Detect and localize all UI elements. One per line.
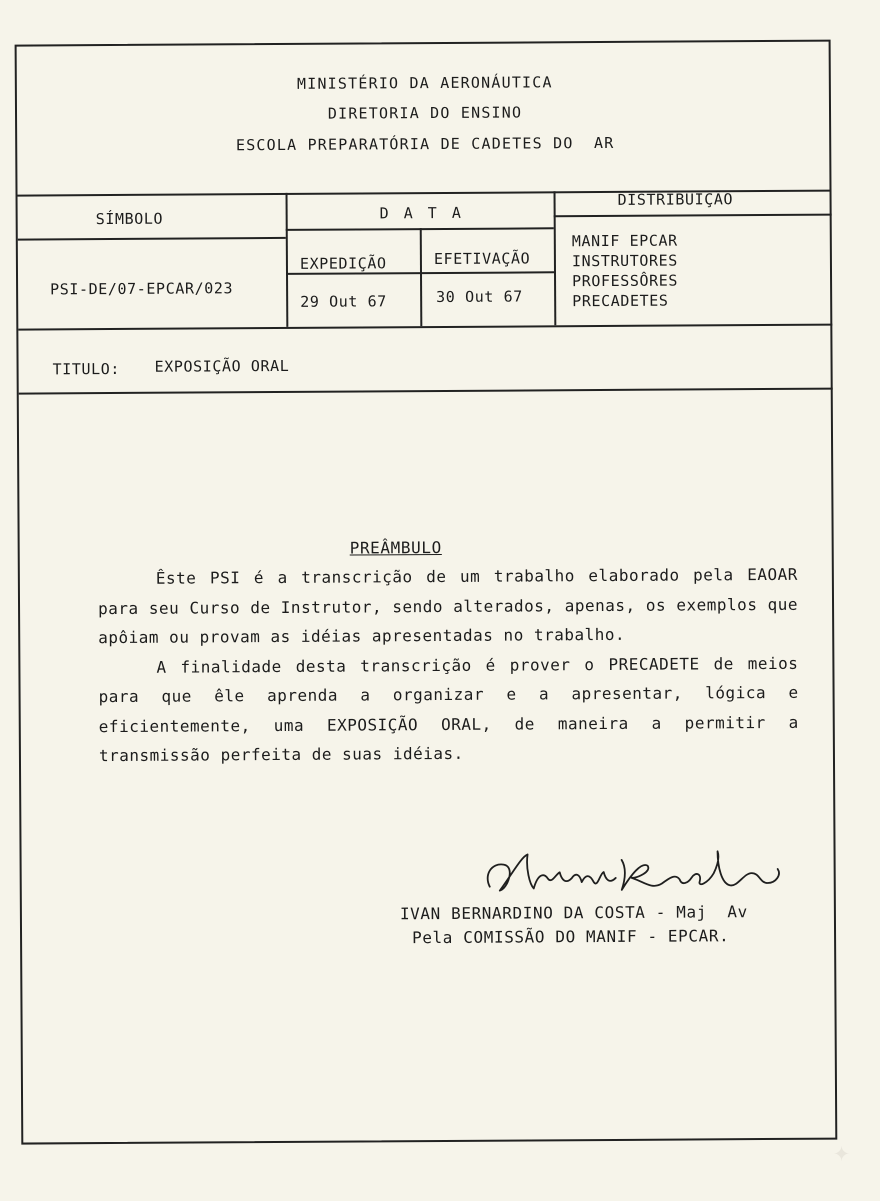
body-text xyxy=(98,560,799,771)
distribuicao-item: INSTRUTORES xyxy=(571,251,678,271)
preambulo-heading: PREÂMBULO xyxy=(349,537,442,558)
data-label: D A T A xyxy=(379,203,464,223)
rule-distribuicao-label xyxy=(554,214,832,218)
signatory-org: Pela COMISSÃO DO MANIF - EPCAR. xyxy=(412,926,730,948)
efetivacao-label: EFETIVAÇÃO xyxy=(433,249,531,269)
titulo-label: TITULO: xyxy=(52,359,121,379)
rule-simbolo-label xyxy=(18,237,286,241)
distribuicao-label: DISTRIBUIÇÃO xyxy=(617,190,734,209)
simbolo-label: SÍMBOLO xyxy=(95,209,164,229)
handwritten-signature xyxy=(481,843,801,905)
header-ministerio: MINISTÉRIO DA AERONÁUTICA xyxy=(296,73,553,93)
efetivacao-value: 30 Out 67 xyxy=(436,287,523,307)
simbolo-value: PSI-DE/07-EPCAR/023 xyxy=(50,279,234,299)
expedicao-value: 29 Out 67 xyxy=(300,292,387,311)
header-diretoria: DIRETORIA DO ENSINO xyxy=(327,103,523,123)
sparkle-icon: ✦ xyxy=(833,1135,850,1168)
titulo-value: EXPOSIÇÃO ORAL xyxy=(154,356,290,376)
paragraph-1: Êste PSI é a transcrição de um trabalho elaborado pela EAOAR para seu Curso de Instrutor, sendo alterados, apenas, os exemplos que apôiam ou provam as idéias apresentadas no trabalho. xyxy=(97,564,799,648)
distribuicao-item: PRECADETES xyxy=(572,291,669,311)
distribuicao-item: PROFESSÔRES xyxy=(572,271,679,291)
paragraph-2: A finalidade desta transcrição é prover o PRECADETE de meios para que êle aprenda a organizar e a apresentar, lógica e eficientemente, uma EXPOSIÇÃO ORAL, de maneira a permitir a transmissão perfeita de suas idéias. xyxy=(98,653,799,766)
rule-table-bottom xyxy=(18,324,832,331)
distribuicao-item: MANIF EPCAR xyxy=(571,231,678,251)
expedicao-label: EXPEDIÇÃO xyxy=(299,254,387,273)
rule-col2 xyxy=(554,191,557,325)
rule-titulo-bottom xyxy=(19,388,833,395)
signatory-name: IVAN BERNARDINO DA COSTA - Maj Av xyxy=(399,902,748,924)
rule-col-dates xyxy=(420,228,423,326)
header-escola: ESCOLA PREPARATÓRIA DE CADETES DO AR xyxy=(235,133,615,155)
rule-col1 xyxy=(286,193,289,327)
